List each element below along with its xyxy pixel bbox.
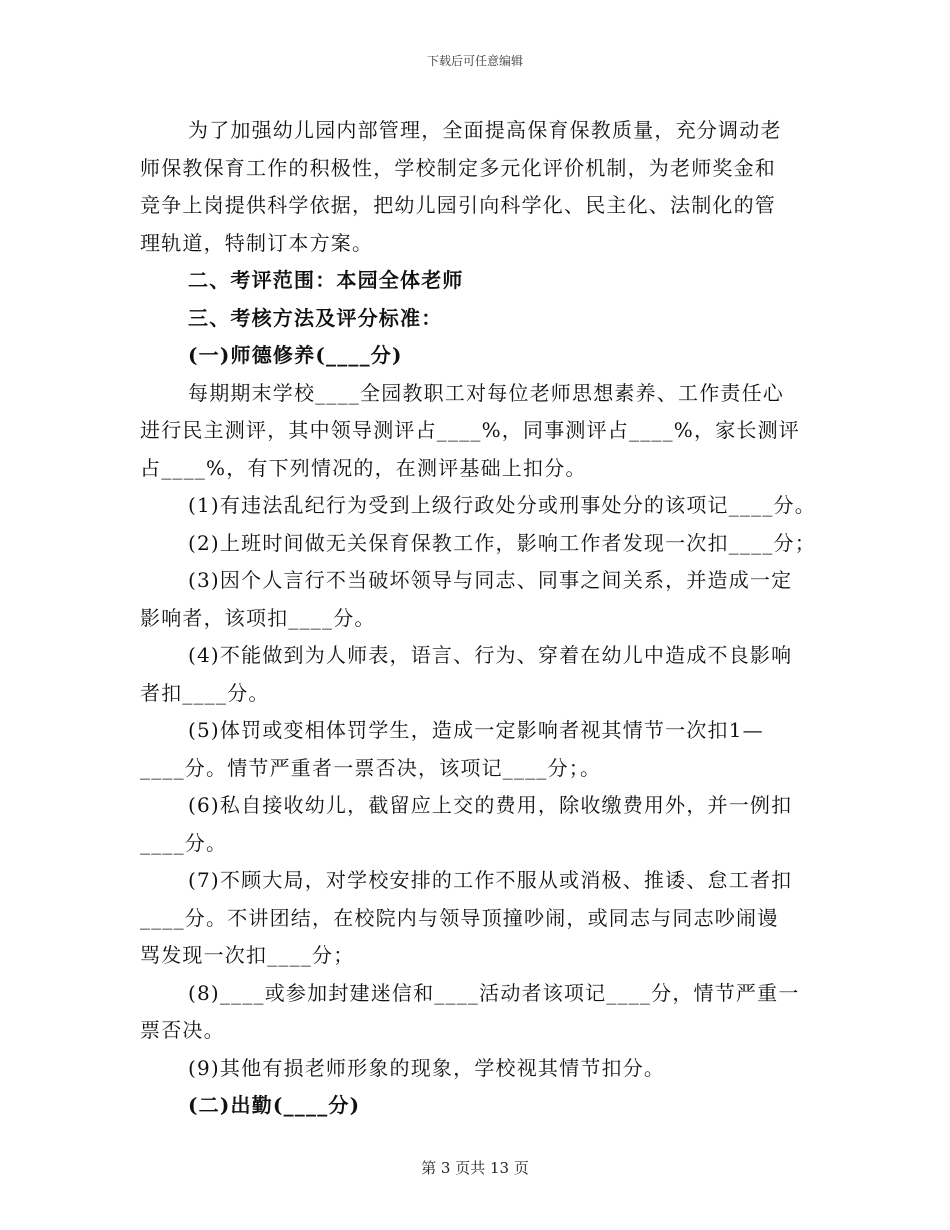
paragraph-line: (5)体罚或变相体罚学生，造成一定影响者视其情节一次扣1—: [188, 718, 764, 742]
paragraph-line: 进行民主测评，其中领导测评占____%，同事测评占____%，家长测评: [140, 418, 801, 442]
paragraph-line: (3)因个人言行不当破坏领导与同志、同事之间关系，并造成一定: [188, 568, 793, 592]
paragraph-line: 者扣____分。: [140, 680, 270, 705]
page-header: 下载后可任意编辑: [426, 54, 523, 68]
paragraph-line: (6)私自接收幼儿，截留应上交的费用，除收缴费用外，并一例扣: [188, 793, 793, 817]
paragraph-line: 理轨道，特制订本方案。: [140, 230, 374, 255]
paragraph-line: (8)____或参加封建迷信和____活动者该项记____分，情节严重一: [188, 980, 800, 1005]
paragraph-line: 为了加强幼儿园内部管理，全面提高保育保教质量，充分调动老: [188, 118, 782, 142]
section-heading: (二)出勤(____分): [188, 1093, 361, 1117]
document-body: [140, 112, 820, 1125]
paragraph-line: ____分。不讲团结，在校院内与领导顶撞吵闹，或同志与同志吵闹谩: [140, 905, 779, 930]
paragraph-line: (4)不能做到为人师表，语言、行为、穿着在幼儿中造成不良影响: [188, 643, 793, 667]
paragraph-line: (9)其他有损老师形象的现象，学校视其情节扣分。: [188, 1055, 666, 1080]
paragraph-line: (2)上班时间做无关保育保教工作，影响工作者发现一次扣____分；: [188, 530, 816, 555]
section-heading: 二、考评范围：本园全体老师: [188, 268, 464, 292]
paragraph-line: ____分。情节严重者一票否决，该项记____分；。: [140, 755, 602, 780]
paragraph-line: 竞争上岗提供科学依据，把幼儿园引向科学化、民主化、法制化的管: [140, 193, 776, 217]
paragraph-line: 师保教保育工作的积极性，学校制定多元化评价机制，为老师奖金和: [140, 155, 776, 180]
section-heading: 三、考核方法及评分标准：: [188, 305, 443, 330]
paragraph-line: 占____%，有下列情况的，在测评基础上扣分。: [140, 455, 587, 480]
paragraph-line: 票否决。: [140, 1018, 225, 1042]
paragraph-line: 骂发现一次扣____分；: [140, 943, 355, 967]
paragraph-line: ____分。: [140, 830, 228, 855]
paragraph-line: 每期期末学校____全园教职工对每位老师思想素养、工作责任心: [188, 380, 784, 405]
paragraph-line: (1)有违法乱纪行为受到上级行政处分或刑事处分的该项记____分。: [188, 493, 816, 517]
paragraph-line: (7)不顾大局，对学校安排的工作不服从或消极、推诿、怠工者扣: [188, 868, 793, 892]
section-heading: (一)师德修养(____分): [188, 343, 403, 367]
paragraph-line: 影响者，该项扣____分。: [140, 605, 376, 630]
page-footer: 第 3 页共 13 页: [421, 1159, 529, 1177]
